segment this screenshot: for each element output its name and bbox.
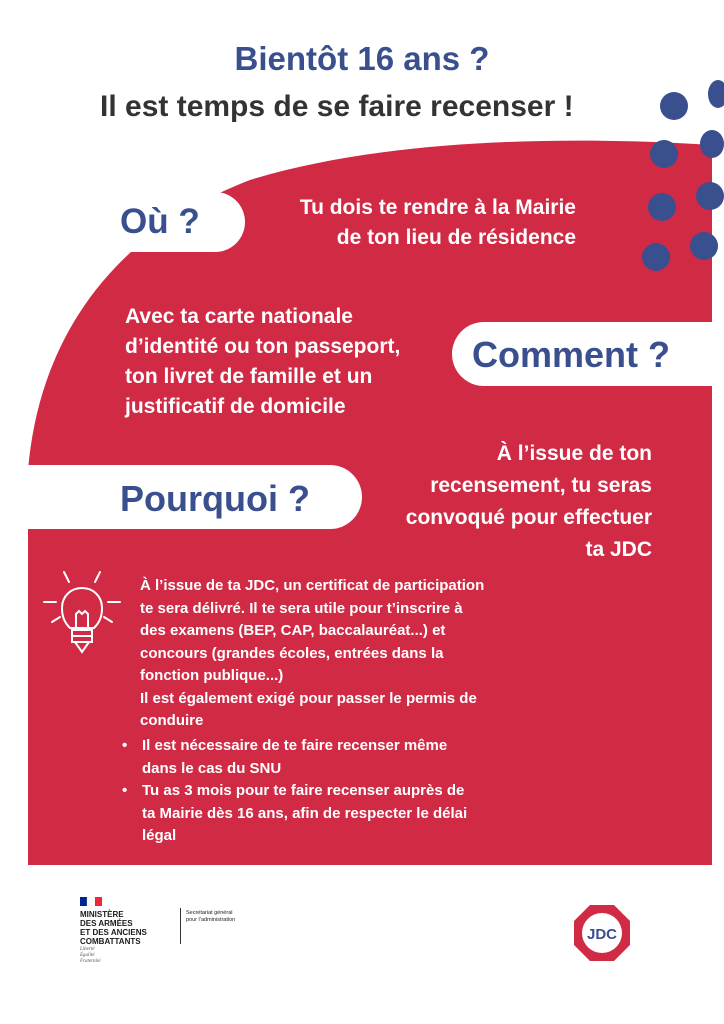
dot: [650, 140, 678, 168]
comment-text: [125, 302, 445, 422]
devise-text: [80, 947, 101, 965]
pourquoi-label-pill: [0, 465, 362, 529]
secretariat-text: [186, 910, 235, 924]
comment-label: Comment ?: [472, 334, 670, 375]
dot: [700, 130, 724, 158]
comment-text-line: d’identité ou ton passeport,: [125, 335, 401, 358]
jdc-logo-text: JDC: [586, 926, 618, 943]
details-line: des examens (BEP, CAP, baccalauréat...) et: [140, 622, 446, 639]
marianne-flag-icon: [80, 897, 102, 906]
ministere-logo-text: [80, 910, 147, 946]
details-line: Il est également exigé pour passer le permis de: [140, 689, 477, 707]
bullet-line: ta Mairie dès 16 ans, afin de respecter le délai: [142, 804, 468, 822]
lightbulb-icon: [42, 570, 122, 665]
secretariat-line: Secrétariat général: [186, 910, 233, 916]
page-title: Bientôt 16 ans ?: [234, 40, 490, 77]
devise-line: Égalité: [80, 953, 95, 958]
details-line: À l’issue de ta JDC, un certificat de participation: [140, 577, 485, 594]
dot: [696, 182, 724, 210]
comment-text-line: ton livret de famille et un: [125, 365, 373, 388]
pourquoi-text-line: À l’issue de ton: [496, 442, 652, 465]
ou-text-line: de ton lieu de résidence: [336, 226, 576, 249]
dot: [690, 232, 718, 260]
pourquoi-text-line: ta JDC: [585, 538, 652, 561]
details-line: concours (grandes écoles, entrées dans la: [140, 644, 444, 662]
bullet-line: • Tu as 3 mois pour te faire recenser auprès de: [142, 782, 465, 799]
ou-text: [240, 193, 576, 253]
ministere-line: COMBATTANTS: [80, 937, 141, 946]
pourquoi-label: Pourquoi ?: [120, 478, 310, 519]
ou-label: Où ?: [120, 202, 200, 241]
details-line: fonction publique...): [140, 667, 284, 684]
page-subtitle: Il est temps de se faire recenser !: [100, 90, 574, 123]
dot: [708, 80, 724, 108]
dot: [648, 193, 676, 221]
pourquoi-text-line: convoqué pour effectuer: [405, 506, 652, 529]
jdc-logo: [572, 903, 632, 963]
details-bullet-list: [120, 735, 520, 848]
bullet-item: [120, 735, 520, 780]
ou-text-line: Tu dois te rendre à la Mairie: [299, 196, 576, 219]
details-line: conduire: [140, 712, 204, 729]
bullet-line: dans le cas du SNU: [142, 759, 282, 777]
ministere-line: ET DES ANCIENS: [80, 928, 147, 937]
details-line: te sera délivré. Il te sera utile pour t’inscrire à: [140, 599, 463, 617]
devise-line: Liberté: [80, 947, 95, 952]
ministere-line: DES ARMÉES: [80, 919, 133, 928]
dot: [660, 92, 688, 120]
comment-label-pill: [452, 322, 724, 386]
dot: [642, 243, 670, 271]
bullet-line: • Il est nécessaire de te faire recenser même: [142, 737, 448, 754]
pourquoi-text-line: recensement, tu seras: [430, 474, 652, 497]
details-paragraph: [140, 575, 520, 733]
bullet-line: légal: [142, 827, 177, 844]
pourquoi-text: [370, 438, 652, 566]
comment-text-line: justificatif de domicile: [125, 395, 346, 418]
comment-text-line: Avec ta carte nationale: [125, 305, 353, 328]
devise-line: Fraternité: [80, 959, 101, 964]
secretariat-line: pour l’administration: [186, 917, 236, 923]
ministere-line: MINISTÈRE: [80, 910, 124, 919]
bullet-item: [120, 780, 520, 848]
ou-label-pill: [100, 192, 245, 252]
footer-separator: [180, 908, 181, 944]
